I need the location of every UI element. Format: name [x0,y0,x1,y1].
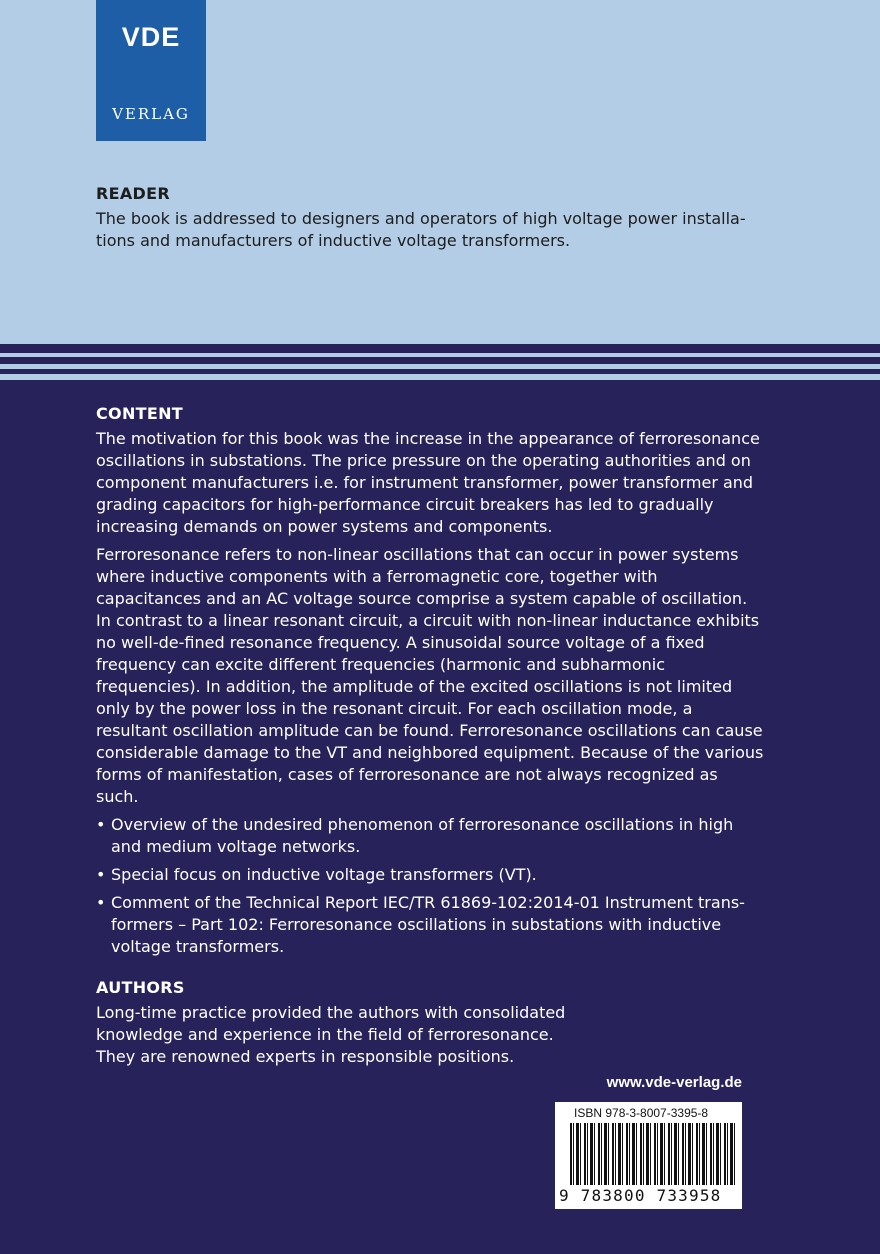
content-paragraph: Ferroresonance refers to non-linear oscillations that can occur in power systems where inductive components with a ferromagnetic core, together with capacitances and an AC voltage source comprise a system capable of oscillation. In contrast to a linear resonant circuit, a circuit with non-linear inductance exhibits no well-de-fined resonance frequency. A sinusoidal source voltage of a fixed frequency can excite different frequencies (harmonic and subharmonic frequencies). In addition, the amplitude of the excited oscillations is not limited only by the power loss in the resonant circuit. For each oscillation mode, a resultant oscillation amplitude can be found. Ferroresonance oscillations can cause considerable damage to the VT and neighbored equipment. Because of the various forms of manifestation, cases of ferroresonance are not always recognized as such. [96,545,764,806]
reader-section [96,184,756,252]
content-heading: CONTENT [96,404,183,423]
isbn-label: ISBN 978-3-8007-3395-8 [574,1106,709,1120]
authors-text: Long-time practice provided the authors with consolidated knowledge and experience in the field of ferroresonance. They are renowned experts in responsible positions. [96,1003,566,1066]
stripe [0,344,880,353]
logo-sub: VERLAG [112,105,190,123]
reader-heading: READER [96,184,170,203]
bullet-item: • Special focus on inductive voltage transformers (VT). [96,864,764,886]
stripe [0,374,880,380]
stripe [0,357,880,364]
content-section [96,404,764,964]
bullet-item: • Comment of the Technical Report IEC/TR 61869-102:2014-01 Instrument trans-formers – Part 102: Ferroresonance oscillations in substations with inductive voltage transformers. [96,892,764,958]
reader-text: The book is addressed to designers and operators of high voltage power installa-tions and manufacturers of inductive voltage transformers. [96,209,746,250]
bullet-item: • Overview of the undesired phenomenon of ferroresonance oscillations in high and medium voltage networks. [96,814,764,858]
barcode-digits: 9 783800 733958 [559,1186,722,1205]
barcode-bars [570,1123,738,1185]
website-url: www.vde-verlag.de [606,1074,742,1091]
authors-section [96,978,596,1068]
logo-word: VDE [121,22,181,52]
bullet-list [96,814,764,958]
content-paragraph: The motivation for this book was the increase in the appearance of ferroresonance oscillations in substations. The price pressure on the operating authorities and on component manufacturers i.e. for instrument transformer, power transformer and grading capacitors for high-performance circuit breakers has led to gradually increasing demands on power systems and components. [96,429,760,536]
barcode [555,1102,742,1209]
vde-logo [96,0,206,141]
authors-heading: AUTHORS [96,978,185,997]
